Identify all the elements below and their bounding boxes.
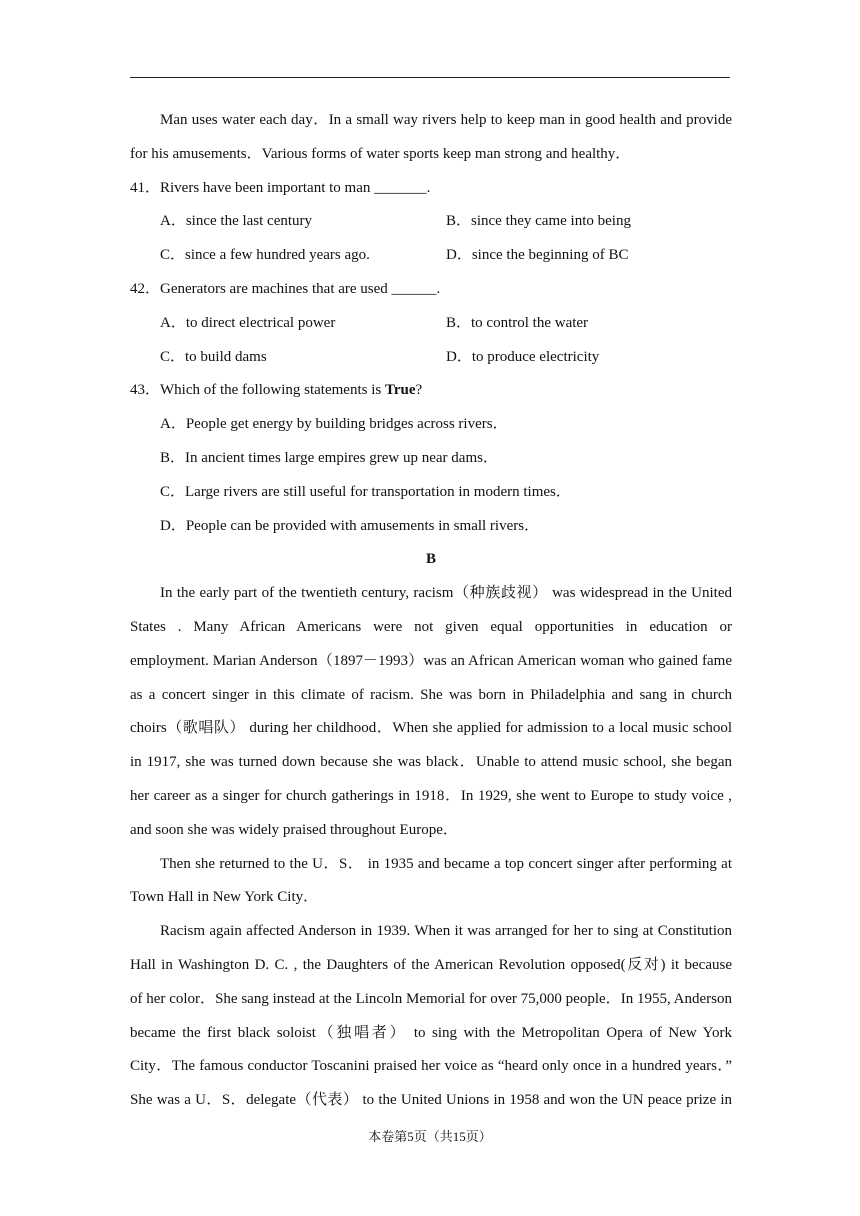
passage-b-line: and soon she was widely praised throughout Europe． [130,821,458,838]
passage-b-line: She was a U．S．delegate（代表） to the United Unions in 1958 and won the UN peace prize in [130,1092,732,1109]
passage-b-line: employment. Marian Anderson（1897－1993）was an African American woman who gained fame [130,652,732,669]
passage-b-line: of her color．She sang instead at the Lincoln Memorial for over 75,000 people．In 1955, Anderson [130,990,732,1007]
option-c: C．Large rivers are still useful for transportation in modern times． [160,483,571,500]
page-footer: 本卷第5页（共15页） [368,1129,492,1144]
question-43-stem-prefix: 43．Which of the following statements is [130,382,385,399]
question-41-options-row [130,205,732,239]
option-d: D．since the beginning of BC [446,247,629,264]
option-d: D．to produce electricity [446,348,600,365]
passage-a-line: Man uses water each day．In a small way rivers help to keep man in good health and provide [160,112,732,128]
section-b-heading: B [425,551,436,568]
option-a: A．to direct electrical power [160,314,336,331]
question-43-stem-suffix: ? [415,382,423,399]
question-42-options-row [130,307,732,341]
option-d: D．People can be provided with amusements in small rivers． [160,517,540,534]
question-42-stem: 42．Generators are machines that are used ______. [130,280,441,297]
page-body [130,104,732,1118]
passage-b-line: choirs（歌唱队） during her childhood．When she applied for admission to a local music school [130,720,732,737]
question-43-stem [130,374,732,408]
passage-b-line: in 1917, she was turned down because she was black．Unable to attend music school, she began [130,754,732,771]
question-41-stem: 41．Rivers have been important to man _______. [130,179,431,196]
question-43-stem-bold: True [384,382,416,399]
option-a: A．since the last century [160,213,313,230]
passage-b-line: In the early part of the twentieth century, racism（种族歧视） was widespread in the United [160,585,732,602]
option-b: B．In ancient times large empires grew up near dams． [160,449,498,466]
passage-b-line: City．The famous conductor Toscanini praised her voice as “heard only once in a hundred years．” [130,1058,732,1075]
option-c: C．since a few hundred years ago. [160,247,370,264]
option-b: B．to control the water [446,314,589,331]
option-c: C．to build dams [160,348,267,365]
option-b: B．since they came into being [446,213,631,230]
passage-a-line: for his amusements．Various forms of water sports keep man strong and healthy． [130,145,631,162]
passage-b-line: Then she returned to the U．S． in 1935 and became a top concert singer after performing at [160,855,732,872]
passage-b-line: Hall in Washington D. C. , the Daughters of the American Revolution opposed(反对) it because [130,956,732,973]
passage-b-line: her career as a singer for church gatherings in 1918．In 1929, she went to Europe to study voice , [130,787,732,804]
question-41-options-row [130,239,732,273]
option-a: A．People get energy by building bridges across rivers． [160,416,508,433]
passage-b-line: became the first black soloist（独唱者） to sing with the Metropolitan Opera of New York [130,1024,732,1041]
question-42-options-row [130,341,732,375]
passage-b-line: States . Many African Americans were not given equal opportunities in education or [130,618,732,635]
header-rule [130,77,730,78]
passage-b-line: Racism again affected Anderson in 1939. When it was arranged for her to sing at Constitution [160,923,732,940]
passage-b-line: as a concert singer in this climate of racism. She was born in Philadelphia and sang in church [130,686,732,703]
passage-b-line: Town Hall in New York City． [130,889,319,906]
